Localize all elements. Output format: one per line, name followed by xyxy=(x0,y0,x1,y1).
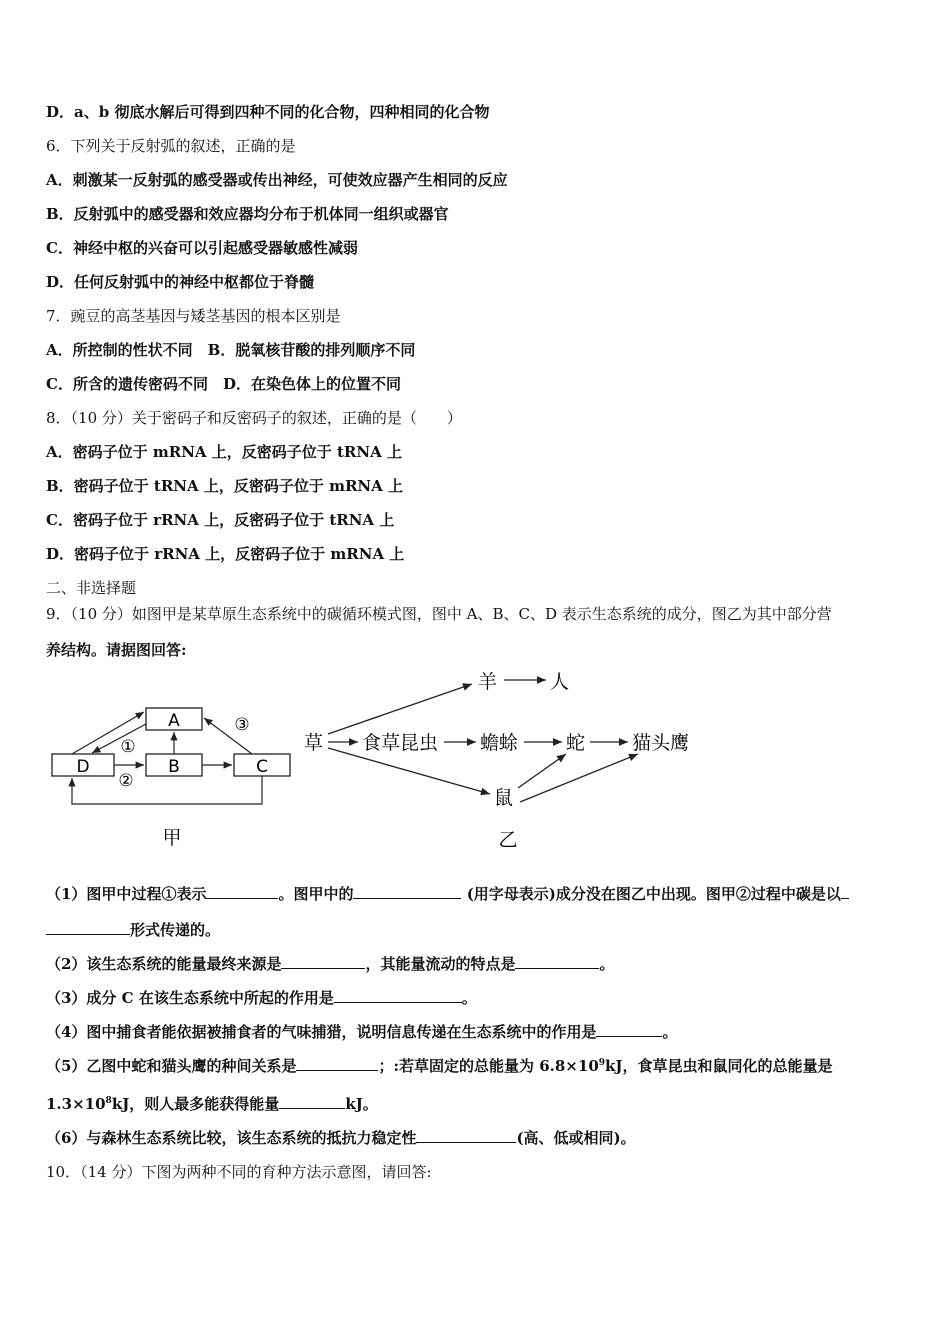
q8-option-a: A．密码子位于 mRNA 上，反密码子位于 tRNA 上 xyxy=(46,443,402,461)
node-chanchu: 蟾蜍 xyxy=(480,732,519,754)
q9-p5-text-f: kJ。 xyxy=(345,1095,378,1113)
node-kunchong: 食草昆虫 xyxy=(362,732,439,754)
arrow-shu-maotouying xyxy=(520,754,638,802)
q8-option-b: B．密码子位于 tRNA 上，反密码子位于 mRNA 上 xyxy=(46,477,403,495)
figure-yi xyxy=(296,664,716,860)
arrow-a-to-d xyxy=(92,724,146,753)
q9-p2-text-a: （2）该生态系统的能量最终来源是 xyxy=(46,955,282,973)
q10-stem: 10．（14 分）下图为两种不同的育种方法示意图，请回答: xyxy=(46,1163,432,1181)
section-heading: 二、非选择题 xyxy=(46,579,137,597)
arrow-cao-yang xyxy=(328,684,472,734)
q9-p5-exp1: 9 xyxy=(598,1058,606,1068)
q7-options-ab: A．所控制的性状不同 B．脱氧核苷酸的排列顺序不同 xyxy=(46,341,416,359)
q9-p5-text-c: kJ，食草昆虫和鼠同化的总能量是 xyxy=(605,1057,833,1075)
blank-5-2[interactable] xyxy=(279,1094,345,1109)
q9-p3-text-a: （3）成分 C 在该生态系统中所起的作用是 xyxy=(46,989,334,1007)
caption-yi: 乙 xyxy=(498,829,518,851)
q9-p5-exp2: 8 xyxy=(105,1096,112,1106)
node-ren: 人 xyxy=(550,671,570,693)
arrow-c-to-d xyxy=(72,776,262,804)
node-yang: 羊 xyxy=(478,671,498,693)
blank-1-1[interactable] xyxy=(206,884,278,899)
q6-option-c: C．神经中枢的兴奋可以引起感受器敏感性减弱 xyxy=(46,239,358,257)
mark-1: ① xyxy=(120,737,136,757)
blank-6-1[interactable] xyxy=(416,1128,516,1143)
arrow-shu-she xyxy=(518,754,566,788)
q9-part2 xyxy=(46,954,614,974)
q6-stem: 6．下列关于反射弧的叙述，正确的是 xyxy=(46,137,296,155)
q9-part5-line1 xyxy=(46,1056,833,1076)
q7-options-cd: C．所含的遗传密码不同 D．在染色体上的位置不同 xyxy=(46,375,401,393)
q9-p1-text-b: 。图甲中的 xyxy=(278,885,354,903)
blank-1-3a[interactable] xyxy=(841,884,849,899)
q8-stem: 8．（10 分）关于密码子和反密码子的叙述，正确的是（ ） xyxy=(46,409,462,427)
q9-p1-text-c: (用字母表示)成分没在图乙中出现。图甲②过程中碳是以 xyxy=(461,885,841,903)
q9-p4-text-a: （4）图中捕食者能依据被捕食者的气味捕猎，说明信息传递在生态系统中的作用是 xyxy=(46,1023,597,1041)
blank-2-2[interactable] xyxy=(515,954,599,969)
q6-option-b: B．反射弧中的感受器和效应器均分布于机体同一组织或器官 xyxy=(46,205,449,223)
q9-p5-text-e: kJ，则人最多能获得能量 xyxy=(111,1095,280,1113)
mark-2: ② xyxy=(118,771,134,791)
box-c-label: C xyxy=(256,757,268,777)
blank-1-3b[interactable] xyxy=(46,920,130,935)
q8-option-d: D．密码子位于 rRNA 上，反密码子位于 mRNA 上 xyxy=(46,545,405,563)
q9-p1-text-a: （1）图甲中过程①表示 xyxy=(46,885,207,903)
box-d-label: D xyxy=(76,757,90,777)
q9-p2-text-b: ，其能量流动的特点是 xyxy=(365,955,516,973)
q9-p2-text-c: 。 xyxy=(599,955,615,973)
q9-part1-line2 xyxy=(46,920,220,940)
q9-p4-text-b: 。 xyxy=(662,1023,678,1041)
mark-3: ③ xyxy=(234,715,250,735)
box-b-label: B xyxy=(168,757,180,777)
q9-part3 xyxy=(46,988,477,1008)
q9-part6 xyxy=(46,1128,636,1148)
q5-option-d: D．a、b 彻底水解后可得到四种不同的化合物，四种相同的化合物 xyxy=(46,103,490,121)
q9-p6-text-a: （6）与森林生态系统比较，该生态系统的抵抗力稳定性 xyxy=(46,1129,417,1147)
node-she: 蛇 xyxy=(566,732,586,754)
blank-4-1[interactable] xyxy=(596,1022,662,1037)
q9-p6-text-b: (高、低或相同)。 xyxy=(516,1129,636,1147)
caption-jia: 甲 xyxy=(162,827,182,849)
q9-stem-text1: 9．（10 分）如图甲是某草原生态系统中的碳循环模式图，图中 A、B、C、D 表示生态系统的成分，图乙为其中部分营 xyxy=(46,605,832,623)
box-a-label: A xyxy=(168,711,180,731)
q6-option-d: D．任何反射弧中的神经中枢都位于脊髓 xyxy=(46,273,315,291)
q7-stem: 7．豌豆的高茎基因与矮茎基因的根本区别是 xyxy=(46,307,341,325)
blank-5-1[interactable] xyxy=(296,1056,378,1071)
q9-stem-line1 xyxy=(46,604,832,624)
node-shu: 鼠 xyxy=(494,787,514,809)
q8-option-c: C．密码子位于 rRNA 上，反密码子位于 tRNA 上 xyxy=(46,511,395,529)
q9-p3-text-b: 。 xyxy=(461,989,477,1007)
q9-p5-text-d: 1.3×10 xyxy=(46,1095,106,1113)
q9-stem-line2: 养结构。请据图回答: xyxy=(46,641,187,659)
node-maotouying: 猫头鹰 xyxy=(632,732,690,754)
blank-2-1[interactable] xyxy=(281,954,365,969)
q9-part5-line2 xyxy=(46,1094,378,1114)
blank-3-1[interactable] xyxy=(334,988,462,1003)
q9-p5-text-b: ；:若草固定的总能量为 6.8×10 xyxy=(378,1057,599,1075)
node-cao: 草 xyxy=(304,732,324,754)
q6-option-a: A．刺激某一反射弧的感受器或传出神经，可使效应器产生相同的反应 xyxy=(46,171,508,189)
blank-1-2[interactable] xyxy=(353,884,461,899)
q9-part4 xyxy=(46,1022,677,1042)
q9-p5-text-a: （5）乙图中蛇和猫头鹰的种间关系是 xyxy=(46,1057,297,1075)
q9-p1-text-d: 形式传递的。 xyxy=(130,921,221,939)
q9-part1-line1 xyxy=(46,884,849,904)
arrow-cao-shu xyxy=(328,748,490,794)
figure-jia xyxy=(40,690,310,860)
